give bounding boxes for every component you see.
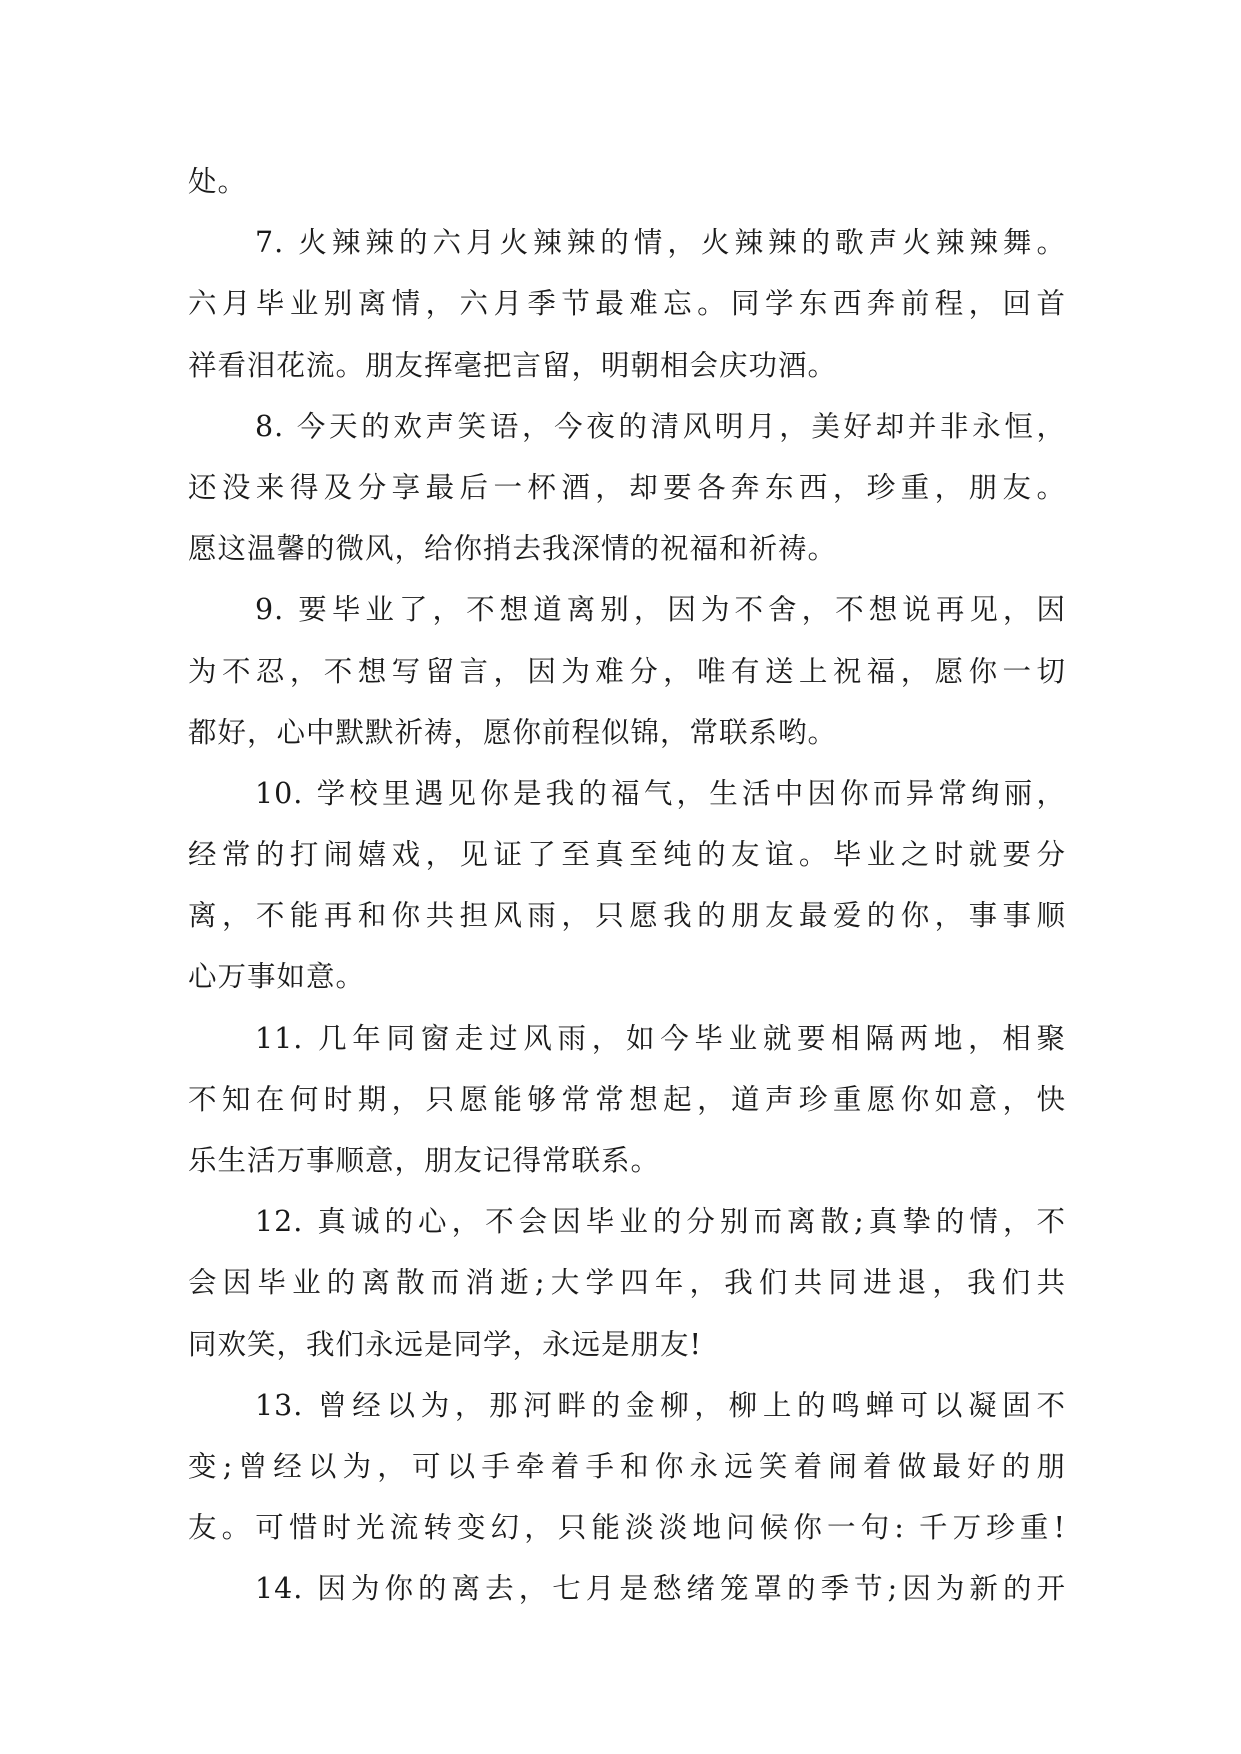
text-line: 11. 几年同窗走过风雨，如今毕业就要相隔两地，相聚 [255,1021,1066,1055]
text-line: 处。 [188,165,248,198]
text-line: 7. 火辣辣的六月火辣辣的情，火辣辣的歌声火辣辣舞。 [255,226,1066,260]
text-line: 愿这温馨的微风，给你捎去我深情的祝福和祈祷。 [188,532,838,566]
text-line: 祥看泪花流。朋友挥毫把言留，明朝相会庆功酒。 [188,348,838,382]
text-line: 8. 今天的欢声笑语，今夜的清风明月，美好却并非永恒， [255,409,1066,443]
text-line: 经常的打闹嬉戏，见证了至真至纯的友谊。毕业之时就要分 [188,838,1066,872]
text-line: 10. 学校里遇见你是我的福气，生活中因你而异常绚丽， [255,776,1066,810]
text-line: 14. 因为你的离去，七月是愁绪笼罩的季节;因为新的开 [255,1572,1066,1606]
text-line: 同欢笑，我们永远是同学，永远是朋友! [188,1327,702,1361]
text-line: 都好，心中默默祈祷，愿你前程似锦，常联系哟。 [188,715,838,749]
text-line: 心万事如意。 [188,960,366,994]
text-line: 友。可惜时光流转变幻，只能淡淡地问候你一句: 千万珍重! [188,1511,1066,1545]
document-body [188,151,1066,1620]
text-line: 不知在何时期，只愿能够常常想起，道声珍重愿你如意，快 [188,1082,1066,1116]
text-line: 9. 要毕业了，不想道离别，因为不舍，不想说再见，因 [255,593,1066,627]
text-line: 13. 曾经以为，那河畔的金柳，柳上的鸣蝉可以凝固不 [255,1388,1066,1422]
text-line: 为不忍，不想写留言，因为难分，唯有送上祝福，愿你一切 [188,654,1066,688]
text-line: 乐生活万事顺意，朋友记得常联系。 [188,1144,661,1177]
text-line: 还没来得及分享最后一杯酒，却要各奔东西，珍重，朋友。 [188,470,1066,504]
text-line: 变;曾经以为，可以手牵着手和你永远笑着闹着做最好的朋 [188,1449,1066,1483]
text-line: 六月毕业别离情，六月季节最难忘。同学东西奔前程，回首 [188,287,1066,321]
text-line: 会因毕业的离散而消逝;大学四年，我们共同进退，我们共 [188,1266,1066,1300]
text-line: 离，不能再和你共担风雨，只愿我的朋友最爱的你，事事顺 [188,899,1066,933]
text-line: 12. 真诚的心，不会因毕业的分别而离散;真挚的情，不 [255,1205,1066,1239]
